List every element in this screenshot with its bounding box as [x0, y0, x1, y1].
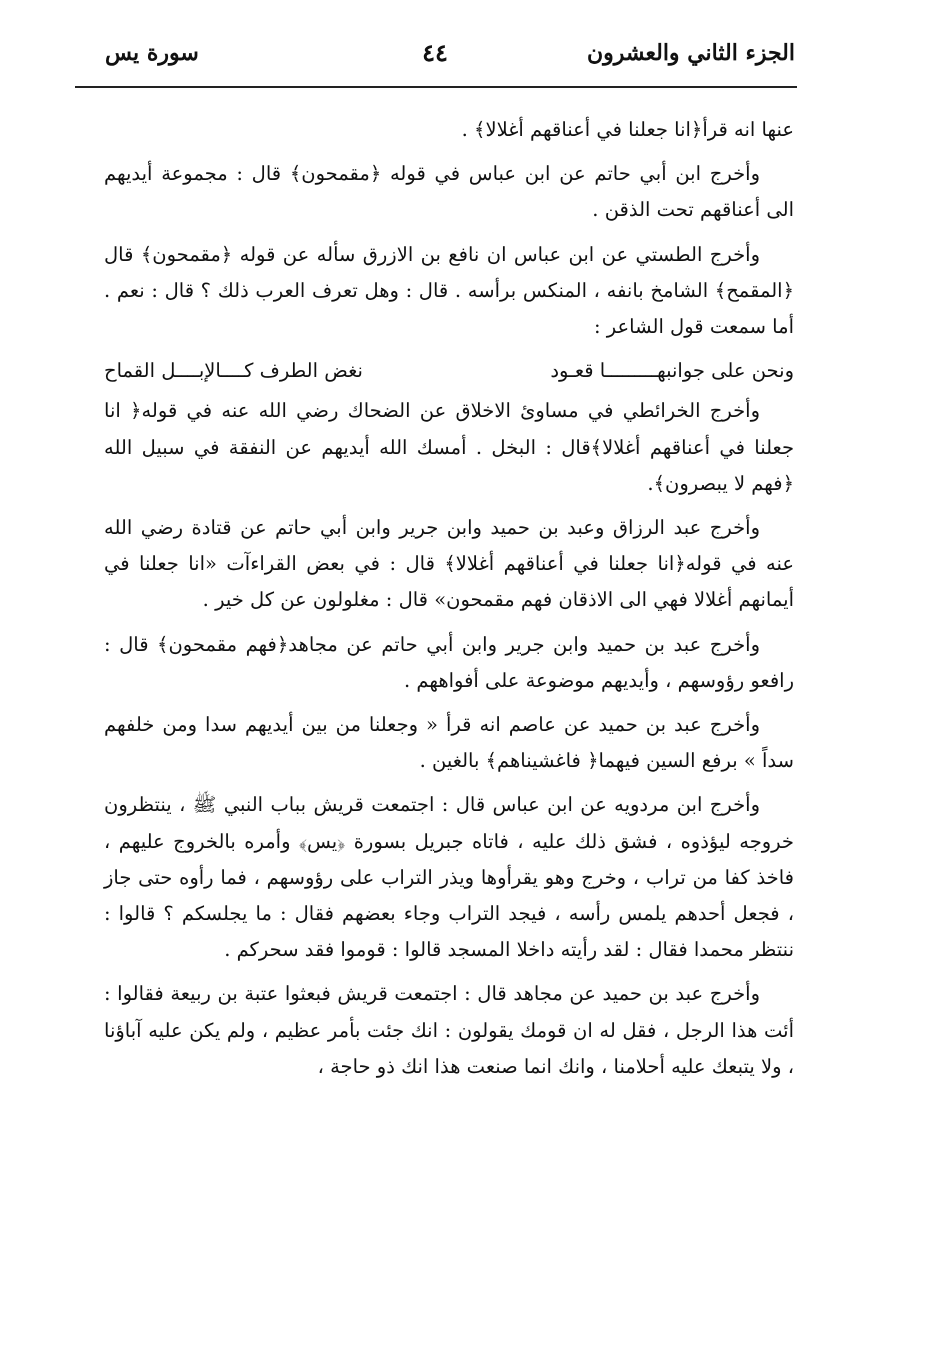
header-divider	[75, 86, 797, 88]
verse-second-hemistich: نغض الطرف كــــالإبــــل القماح	[104, 359, 363, 383]
paragraph: وأخرج عبد بن حميد عن مجاهد قال : اجتمعت قريش فبعثوا عتبة بن ربيعة فقالوا : أئت هذا الرجل ، فقل له ان قومك يقولون : انك جئت بأمر عظيم ، ولم يكن عليه آباؤنا ، ولا يتبعك عليه أحلامنا ، وانك انما صنعت هذا انك ذو حاجة ،	[104, 982, 794, 1078]
page-number: ٤٤	[422, 38, 448, 67]
paragraph: وأخرج عبد الرزاق وعبد بن حميد وابن جرير وابن أبي حاتم عن قتادة رضي الله عنه في قوله﴿انا جعلنا في أعناقهم أغلالا﴾ قال : في بعض القراءآت «انا جعلنا في أيمانهم أغلالا فهي الى الاذقان فهم مقمحون» قال : مغلولون عن كل خير .	[104, 516, 794, 612]
verse-first-hemistich: ونحن على جوانبهـــــــــا قعـود	[550, 359, 794, 383]
page-body	[104, 112, 794, 1093]
page-header	[75, 36, 795, 76]
paragraph: وأخرج ابن أبي حاتم عن ابن عباس في قوله ﴿مقمحون﴾ قال : مجموعة أيديهم الى أعناقهم تحت الذقن .	[104, 162, 794, 222]
paragraph: وأخرج عبد بن حميد وابن جرير وابن أبي حاتم عن مجاهد﴿فهم مقمحون﴾ قال : رافعو رؤوسهم ، وأيديهم موضوعة على أفواههم .	[104, 632, 794, 692]
paragraph: وأخرج الخرائطي في مساوئ الاخلاق عن الضحاك رضي الله عنه في قوله﴿ انا جعلنا في أعناقهم أغلالا﴾قال : البخل . أمسك الله أيديهم عن النفقة في سبيل الله ﴿فهم لا يبصرون﴾.	[104, 399, 794, 495]
part-title: الجزء الثاني والعشرون	[586, 40, 795, 66]
paragraph: عنها انه قرأ﴿انا جعلنا في أعناقهم أغلالا﴾ .	[461, 118, 794, 141]
poetry-verse	[104, 353, 794, 389]
surah-title: سورة يس	[105, 40, 199, 66]
paragraph: وأخرج عبد بن حميد عن عاصم انه قرأ « وجعلنا من بين أيديهم سدا ومن خلفهم سداً » برفع السين فيهما﴿ فاغشيناهم﴾ بالغين .	[104, 713, 794, 773]
paragraph: وأخرج ابن مردويه عن ابن عباس قال : اجتمعت قريش بباب النبي ﷺ ، ينتظرون خروجه ليؤذوه ، فشق ذلك عليه ، فاتاه جبريل بسورة ﴿يس﴾ وأمره بالخروج عليهم ، فاخذ كفا من تراب ، وخرج وهو يقرأوها ويذر التراب على رؤوسهم ، فما رأوه حتى جاز ، فجعل أحدهم يلمس رأسه ، فيجد التراب وجاء بعضهم فقال : ما يجلسكم ؟ قالوا : ننتظر محمدا فقال : لقد رأيته داخلا المسجد قالوا : قوموا فقد سحركم .	[104, 793, 794, 962]
paragraph: وأخرج الطستي عن ابن عباس ان نافع بن الازرق سأله عن قوله ﴿مقمحون﴾ قال ﴿المقمح﴾ الشامخ بانفه ، المنكس برأسه . قال : وهل تعرف العرب ذلك ؟ قال : نعم . أما سمعت قول الشاعر :	[104, 242, 794, 339]
